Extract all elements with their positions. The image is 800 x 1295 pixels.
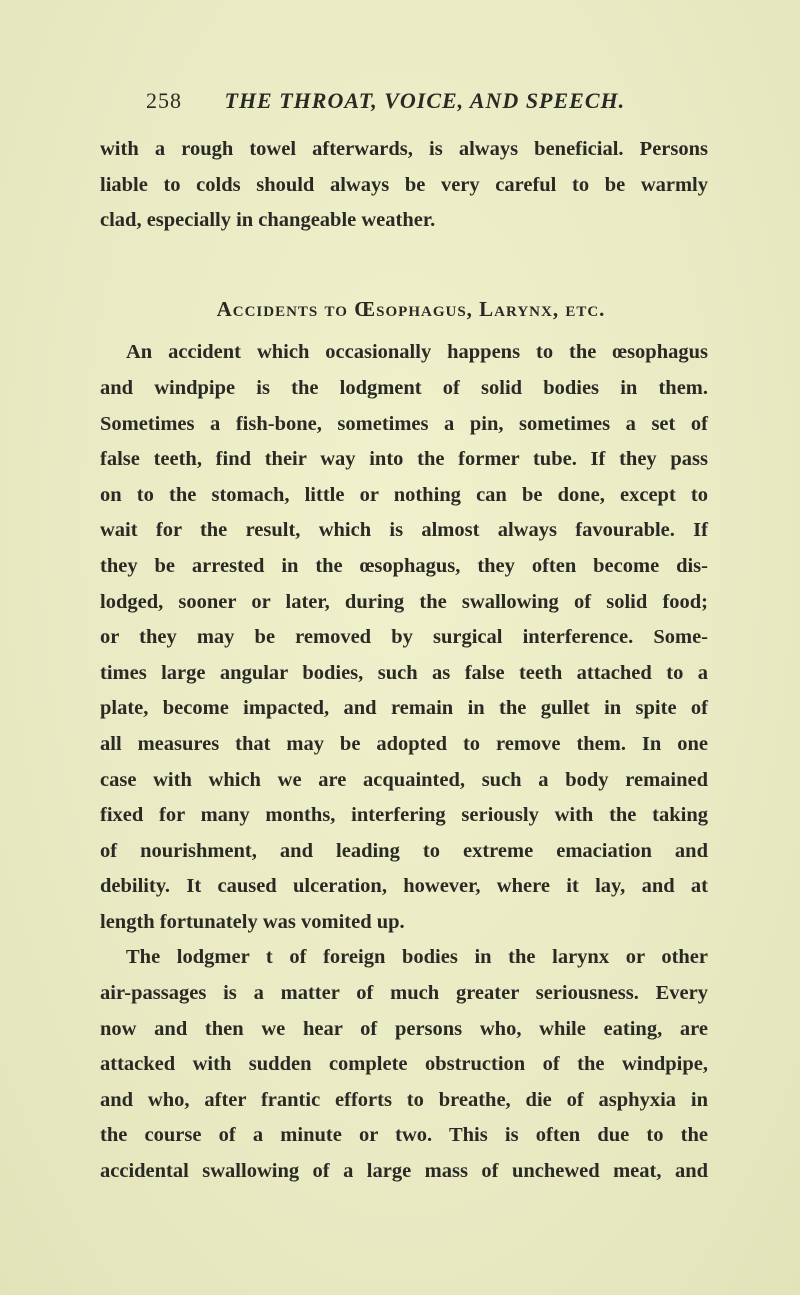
text-line: Sometimes a fish-bone, sometimes a pin, sometimes a set of: [100, 412, 708, 435]
text-line: wait for the result, which is almost always favourable. If: [100, 519, 708, 542]
text-line: times large angular bodies, such as false teeth attached to a: [100, 661, 708, 684]
text-line: attacked with sudden complete obstruction of the windpipe,: [100, 1053, 708, 1076]
text-line: the course of a minute or two. This is often due to the: [100, 1124, 708, 1147]
paragraph-accident: [100, 335, 708, 940]
text-line: all measures that may be adopted to remove them. In one: [100, 732, 708, 755]
text-line: now and then we hear of persons who, while eating, are: [100, 1017, 708, 1040]
text-line: case with which we are acquainted, such a body remained: [100, 768, 708, 791]
text-line: air-passages is a matter of much greater seriousness. Every: [100, 982, 708, 1005]
text-line: clad, especially in changeable weather.: [100, 209, 436, 232]
running-head: [146, 88, 746, 114]
running-title: THE THROAT, VOICE, AND SPEECH.: [224, 88, 626, 113]
text-line: accidental swallowing of a large mass of unchewed meat, and: [100, 1160, 708, 1183]
paragraph-larynx: [100, 940, 708, 1189]
text-line: and who, after frantic efforts to breathe, die of asphyxia in: [100, 1088, 708, 1111]
text-line: and windpipe is the lodgment of solid bodies in them.: [100, 376, 708, 399]
page-number: 258: [146, 88, 182, 113]
text-line: The lodgmer t of foreign bodies in the larynx or other: [126, 946, 708, 969]
text-line: debility. It caused ulceration, however, where it lay, and at: [100, 875, 708, 898]
paragraph-top: [100, 132, 708, 239]
text-line: of nourishment, and leading to extreme emaciation and: [100, 839, 708, 862]
text-line: liable to colds should always be very careful to be warmly: [100, 173, 708, 196]
text-line: false teeth, find their way into the former tube. If they pass: [100, 448, 708, 471]
text-line: or they may be removed by surgical interference. Some-: [100, 626, 708, 649]
text-line: An accident which occasionally happens to the œsophagus: [126, 341, 708, 364]
text-line: lodged, sooner or later, during the swallowing of solid food;: [100, 590, 708, 613]
text-line: fixed for many months, interfering seriously with the taking: [100, 804, 708, 827]
text-line: plate, become impacted, and remain in the gullet in spite of: [100, 697, 708, 720]
text-line: with a rough towel afterwards, is always beneficial. Persons: [100, 138, 708, 160]
text-line: they be arrested in the œsophagus, they often become dis-: [100, 554, 708, 577]
section-heading: Accidents to Œsophagus, Larynx, etc.: [216, 296, 606, 321]
text-line: length fortunately was vomited up.: [100, 910, 405, 933]
text-line: on to the stomach, little or nothing can be done, except to: [100, 483, 708, 506]
body-text: [100, 132, 708, 1190]
